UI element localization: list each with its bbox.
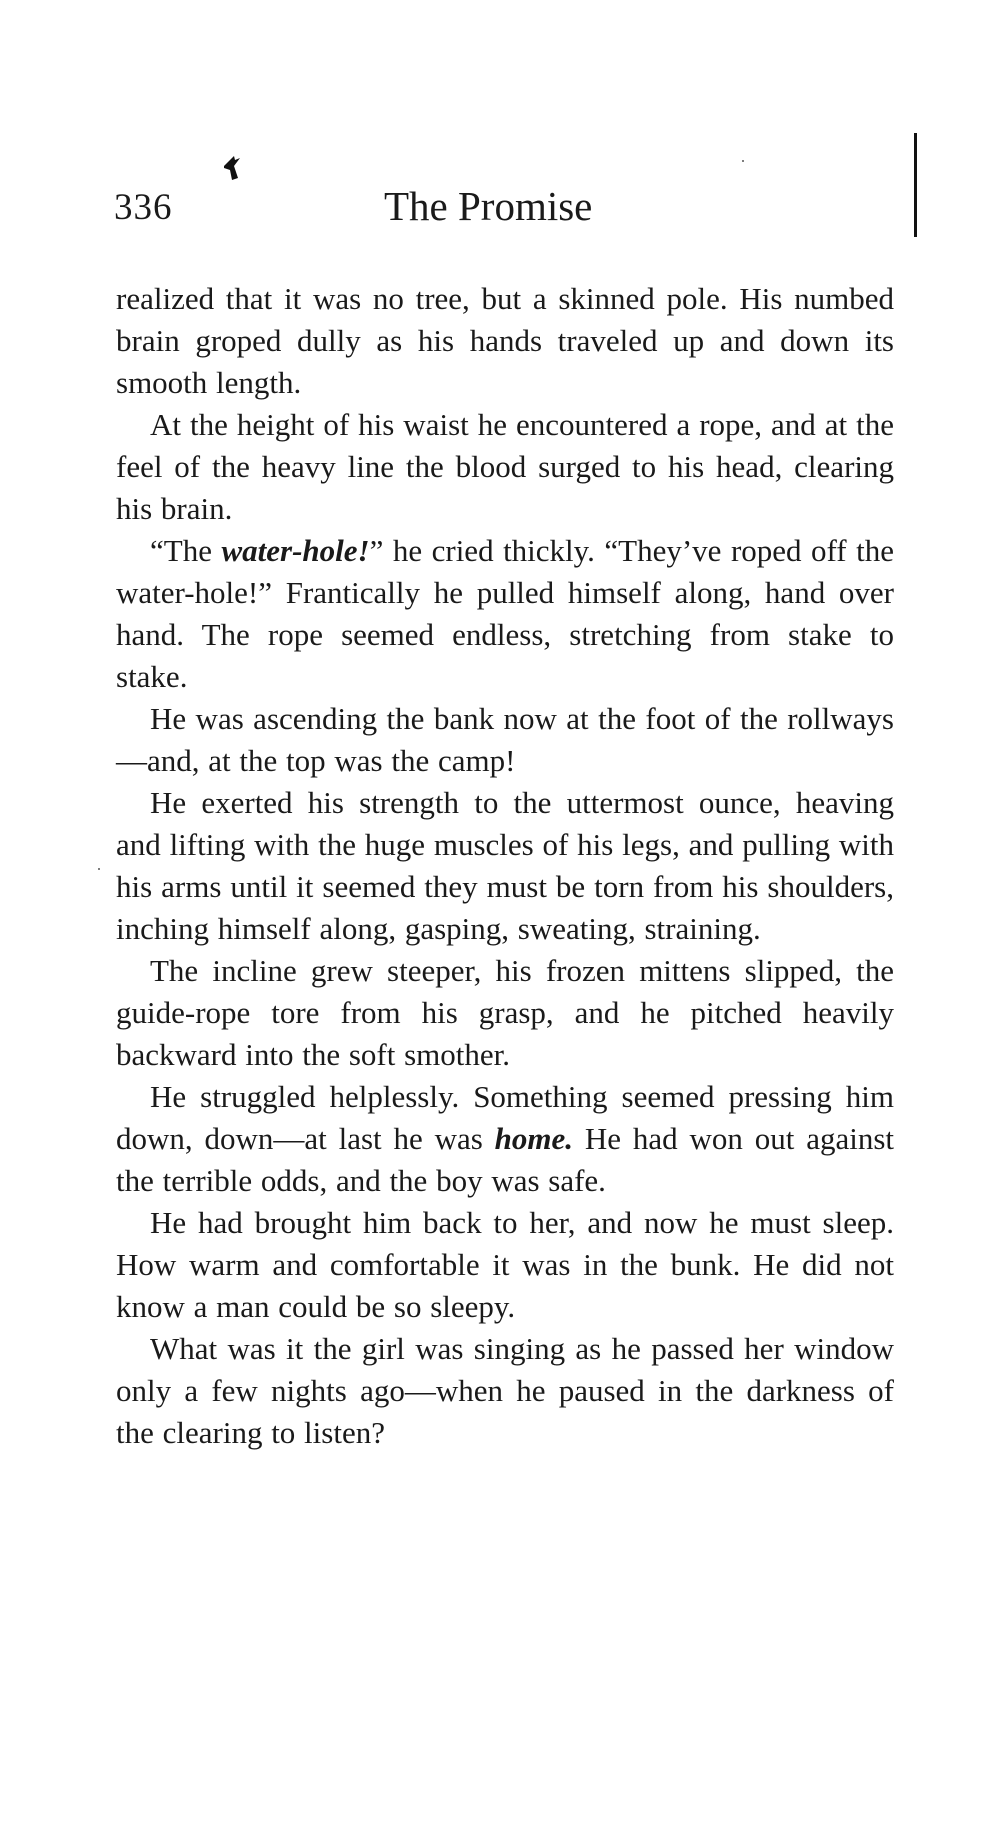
emphasized-text: water-hole! [221,533,370,568]
paragraph [116,530,894,698]
running-title: The Promise [384,183,593,229]
page-number: 336 [114,187,173,228]
page-header [114,182,894,242]
paragraph [116,1202,894,1328]
paragraph-text: At the height of his waist he encountered a rope, and at the feel of the heavy line the blood surged to his head, clearing his brain. [116,407,894,526]
paragraph [116,1328,894,1454]
paragraph [116,404,894,530]
printer-ornament-icon [220,152,242,182]
paragraph [116,782,894,950]
ink-speck [742,160,744,162]
paragraph-text: He had won out against the terrible odds, and the boy was safe. [116,1121,895,1198]
paragraph-text: He was ascending the bank now at the foot of the rollways—and, at the top was the camp! [116,701,894,778]
paragraph-text: “The [150,533,222,568]
paragraph [116,1076,894,1202]
paragraph-text: ” he cried thickly. “They’ve roped off the water-hole!” Frantically he pulled himself along, hand over hand. The rope seemed endless, stretching from stake to stake. [116,533,894,694]
paragraph-text: The incline grew steeper, his frozen mittens slipped, the guide-rope tore from his grasp, and he pitched heavily backward into the soft smother. [116,953,894,1072]
paragraph-text: He had brought him back to her, and now he must sleep. How warm and comfortable it was in the bunk. He did not know a man could be so sleepy. [116,1205,894,1324]
paragraph [116,278,894,404]
paragraph [116,698,894,782]
body-text [116,278,894,1454]
paragraph-text: He exerted his strength to the uttermost ounce, heaving and lifting with the huge muscles of his legs, and pulling with his arms until it seemed they must be torn from his shoulders, inching himself along, gasping, sweating, straining. [116,785,894,946]
emphasized-text: home. [494,1121,574,1156]
paragraph-text: He struggled helplessly. Something seemed pressing him down, down—at last he was [116,1079,894,1156]
paragraph-text: realized that it was no tree, but a skinned pole. His numbed brain groped dully as his hands traveled up and down its smooth length. [116,281,894,400]
paragraph [116,950,894,1076]
paragraph-text: What was it the girl was singing as he passed her window only a few nights ago—when he paused in the darkness of the clearing to listen? [116,1331,894,1450]
ink-speck [98,868,100,870]
margin-rule [914,133,917,237]
